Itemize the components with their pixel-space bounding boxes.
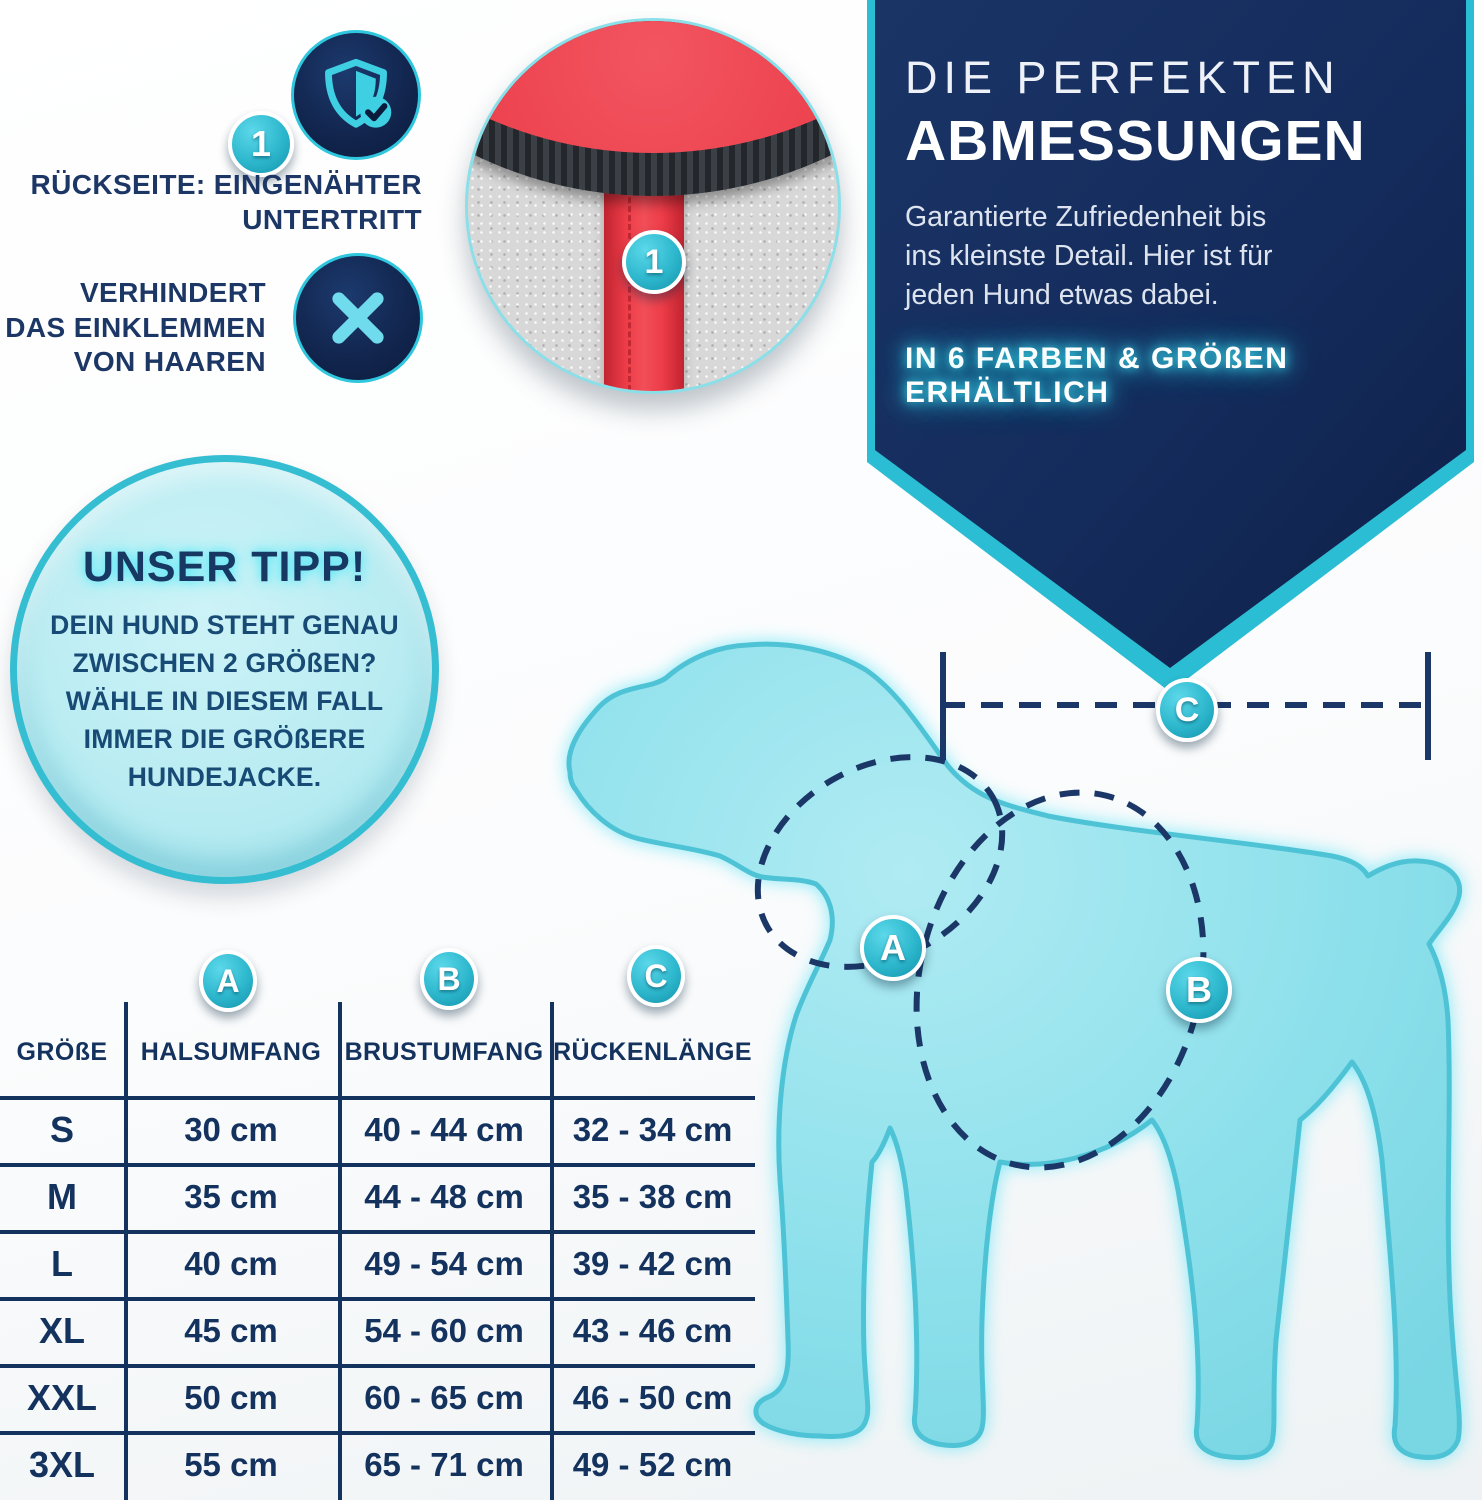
table-line xyxy=(0,1096,755,1100)
table-row: S xyxy=(49,1108,74,1150)
table-line xyxy=(0,1364,755,1368)
banner-title-bold: ABMESSUNGEN xyxy=(905,109,1366,173)
step-1-badge: 1 xyxy=(228,111,294,177)
photo-callout-1-badge: 1 xyxy=(622,230,686,294)
jacket-detail-photo xyxy=(465,18,841,394)
banner-highlight: IN 6 FARBEN & GRÖßEN ERHÄLTLICH xyxy=(905,342,1289,410)
x-feature-circle xyxy=(293,253,423,383)
table-line xyxy=(338,1002,342,1500)
size-table: GRÖßE HALSUMFANG BRUSTUMFANG RÜCKENLÄNGE S 30 cm 40 - 44 cm 32 - 34 cm M 35 cm 44 - 48 cm 35 - 38 cm L 40 cm 49 - 54 cm 39 - 42 cm XL 45 cm 54 - 60 cm 43 - 46 cm XXL 50 cm 60 - 65 cm 46 - 50 cm 3XL 55 cm 65 - 71 cm 49 - 52 cm xyxy=(0,1008,755,1498)
table-line xyxy=(0,1230,755,1234)
marker-a-badge: A xyxy=(860,915,926,981)
banner-body: Garantierte Zufriedenheit bis ins kleinste Detail. Hier ist für jeden Hund etwas dabei. xyxy=(905,201,1273,311)
table-col-c-badge: C xyxy=(627,945,685,1007)
marker-b-badge: B xyxy=(1166,957,1232,1023)
table-row: M xyxy=(47,1175,77,1217)
table-line xyxy=(0,1297,755,1301)
tip-circle: UNSER TIPP! DEIN HUND STEHT GENAU ZWISCHEN 2 GRÖßEN? WÄHLE IN DIESEM FALL IMMER DIE GRÖßERE HUNDEJACKE. xyxy=(10,455,439,884)
table-row: XXL xyxy=(26,1376,97,1418)
shield-check-icon xyxy=(313,52,399,138)
marker-c-badge: C xyxy=(1156,678,1218,742)
feature-haare-text: VERHINDERT DAS EINKLEMMEN VON HAAREN xyxy=(5,277,266,378)
table-line xyxy=(124,1002,128,1500)
col-header-size: GRÖßE xyxy=(16,1037,108,1066)
shield-feature-circle xyxy=(291,30,421,160)
banner-title-thin: DIE PERFEKTEN xyxy=(905,52,1341,103)
col-header-back: RÜCKENLÄNGE xyxy=(553,1037,752,1066)
tip-title: UNSER TIPP! xyxy=(82,542,367,591)
x-icon xyxy=(318,278,398,358)
table-row: L xyxy=(51,1242,73,1284)
col-header-chest: BRUSTUMFANG xyxy=(344,1037,544,1066)
table-col-a-badge: A xyxy=(199,950,257,1012)
feature-undertritt-text: RÜCKSEITE: EINGENÄHTER UNTERTRITT xyxy=(30,169,422,235)
table-line xyxy=(550,1002,554,1500)
table-col-b-badge: B xyxy=(420,948,478,1010)
table-line xyxy=(0,1431,755,1435)
table-row: 3XL xyxy=(28,1443,96,1485)
table-row: XL xyxy=(38,1309,85,1351)
col-header-neck: HALSUMFANG xyxy=(140,1037,322,1066)
table-line xyxy=(0,1163,755,1167)
